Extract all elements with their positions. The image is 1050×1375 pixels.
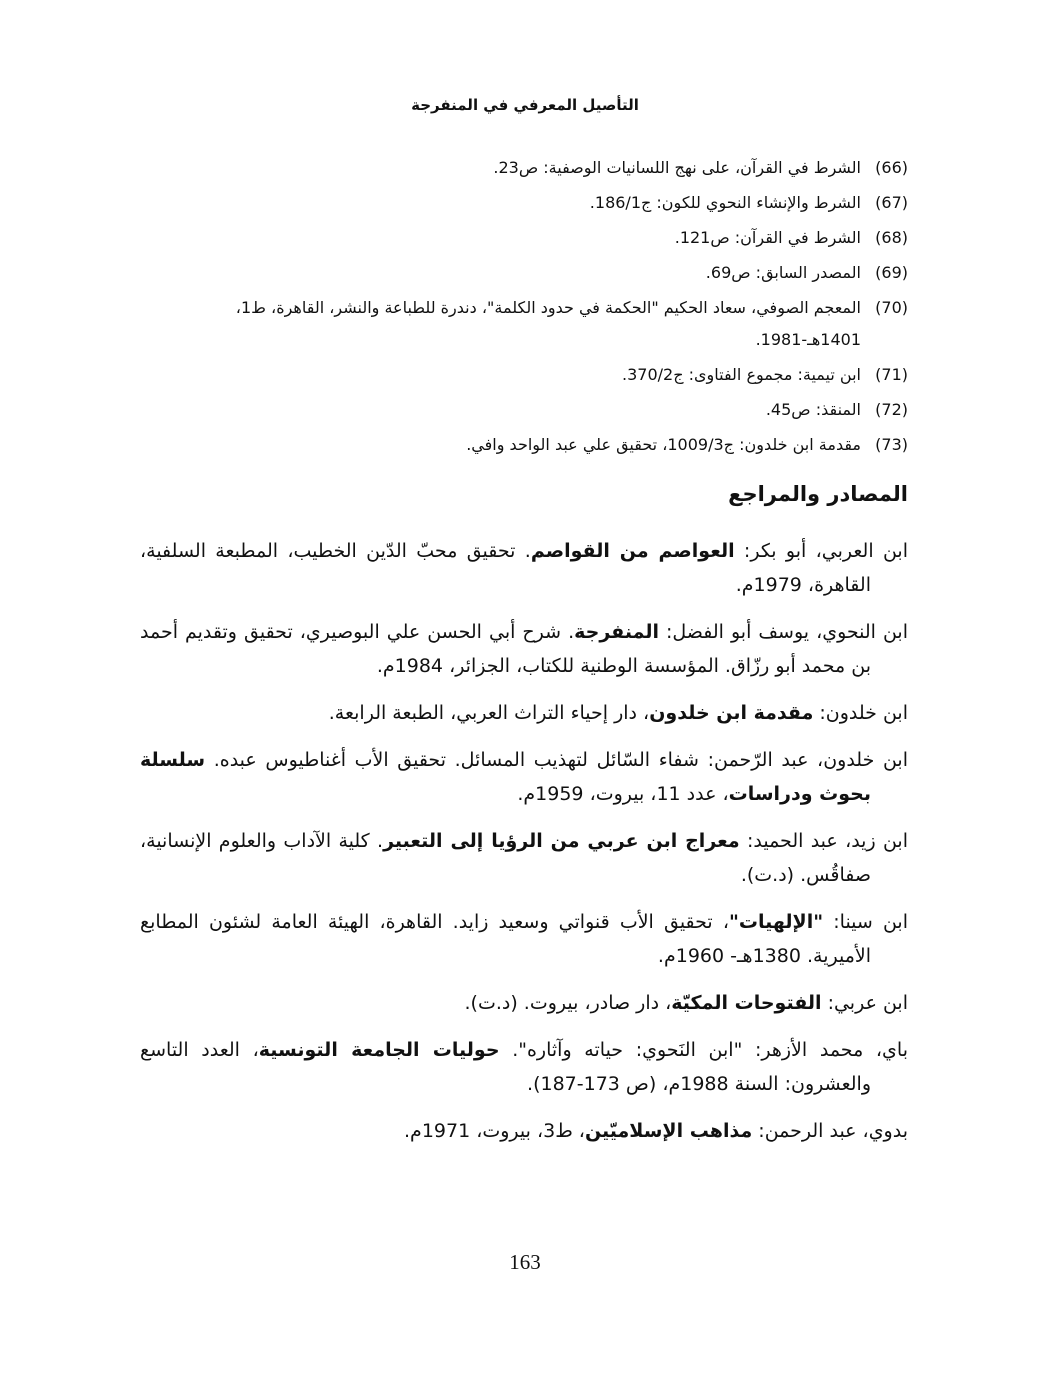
reference-prefix: ابن عربي:: [821, 992, 908, 1014]
reference-title: "الإلهيات": [729, 911, 824, 933]
endnote-number: (72): [875, 400, 908, 419]
endnote-text: الشرط في القرآن: ص121.: [674, 228, 861, 247]
running-header: التأصيل المعرفي في المنفرجة: [411, 96, 639, 114]
reference-suffix: ، عدد 11، بيروت، 1959م.: [517, 783, 729, 805]
reference-prefix: ابن خلدون، عبد الرّحمن: شفاء السّائل لتهذيب المسائل. تحقيق الأب أغناطيوس عبده.: [205, 749, 908, 771]
endnotes-list: [140, 152, 908, 464]
endnote-item: [140, 187, 908, 219]
endnote-text: ابن تيمية: مجموع الفتاوى: ج370/2.: [622, 365, 861, 384]
section-heading: المصادر والمراجع: [728, 482, 908, 506]
reference-title: سلسلة بحوث ودراسات: [140, 749, 871, 805]
reference-entry: [140, 1114, 908, 1148]
reference-title: الفتوحات المكيّة: [671, 992, 822, 1014]
reference-prefix: ابن زيد، عبد الحميد:: [739, 830, 908, 852]
references-list: [140, 534, 908, 1161]
endnote-number: (71): [875, 365, 908, 384]
reference-entry: [140, 824, 908, 892]
page-number: 163: [509, 1250, 541, 1274]
reference-suffix: . كلية الآداب والعلوم الإنسانية، صفاقُس. (د.ت).: [140, 830, 871, 886]
reference-title: معراج ابن عربي من الرؤيا إلى التعبير: [383, 830, 740, 852]
reference-prefix: ابن النحوي، يوسف أبو الفضل:: [658, 621, 908, 643]
reference-prefix: باي، محمد الأزهر: "ابن النَحوي: حياته وآثاره".: [499, 1039, 908, 1061]
endnote-number: (67): [875, 193, 908, 212]
reference-prefix: ابن العربي، أبو بكر:: [734, 540, 908, 562]
endnote-text: الشرط في القرآن، على نهج اللسانيات الوصفية: ص23.: [493, 158, 861, 177]
endnote-number: (69): [875, 263, 908, 282]
reference-title: مذاهب الإسلاميّين: [584, 1120, 753, 1142]
reference-prefix: ابن سينا:: [823, 911, 909, 933]
endnote-item: [140, 222, 908, 254]
reference-entry: [140, 534, 908, 602]
reference-prefix: ابن خلدون:: [813, 702, 908, 724]
reference-suffix: ، العدد التاسع والعشرون: السنة 1988م، (ص 173-187).: [140, 1039, 871, 1095]
endnote-text: مقدمة ابن خلدون: ج1009/3، تحقيق علي عبد الواحد وافي.: [466, 435, 861, 454]
endnote-item: [140, 257, 908, 289]
endnote-number: (66): [875, 158, 908, 177]
reference-title: مقدمة ابن خلدون: [649, 702, 814, 724]
reference-suffix: ، تحقيق الأب قنواتي وسعيد زايد. القاهرة، الهيئة العامة لشئون المطابع الأميرية. 1380هـ- 1960م.: [140, 911, 871, 967]
endnote-item: [140, 359, 908, 391]
reference-suffix: . تحقيق محبّ الدّين الخطيب، المطبعة السلفية، القاهرة، 1979م.: [140, 540, 871, 596]
endnote-text: المعجم الصوفي، سعاد الحكيم "الحكمة في حدود الكلمة"، دندرة للطباعة والنشر، القاهرة، ط1، 1401هـ-1981.: [235, 298, 861, 349]
reference-entry: [140, 905, 908, 973]
endnote-number: (70): [875, 298, 908, 317]
reference-title: المنفرجة: [574, 621, 659, 643]
reference-title: حوليات الجامعة التونسية: [258, 1039, 500, 1061]
reference-entry: [140, 743, 908, 811]
endnote-item: [140, 292, 908, 356]
endnote-text: المنقذ: ص45.: [765, 400, 861, 419]
reference-suffix: ، ط3، بيروت، 1971م.: [404, 1120, 585, 1142]
endnote-number: (73): [875, 435, 908, 454]
endnote-number: (68): [875, 228, 908, 247]
reference-entry: [140, 1033, 908, 1101]
reference-title: العواصم من القواصم: [530, 540, 735, 562]
reference-prefix: بدوي، عبد الرحمن:: [752, 1120, 908, 1142]
endnote-item: [140, 429, 908, 461]
reference-entry: [140, 696, 908, 730]
endnote-text: الشرط والإنشاء النحوي للكون: ج186/1.: [589, 193, 861, 212]
endnote-text: المصدر السابق: ص69.: [705, 263, 861, 282]
endnote-item: [140, 394, 908, 426]
endnote-item: [140, 152, 908, 184]
reference-suffix: . شرح أبي الحسن علي البوصيري، تحقيق وتقديم أحمد بن محمد أبو رزّاق. المؤسسة الوطنية للكتاب، الجزائر، 1984م.: [140, 621, 871, 677]
reference-suffix: ، دار صادر، بيروت. (د.ت).: [464, 992, 672, 1014]
reference-entry: [140, 986, 908, 1020]
reference-entry: [140, 615, 908, 683]
reference-suffix: ، دار إحياء التراث العربي، الطبعة الرابعة.: [328, 702, 650, 724]
